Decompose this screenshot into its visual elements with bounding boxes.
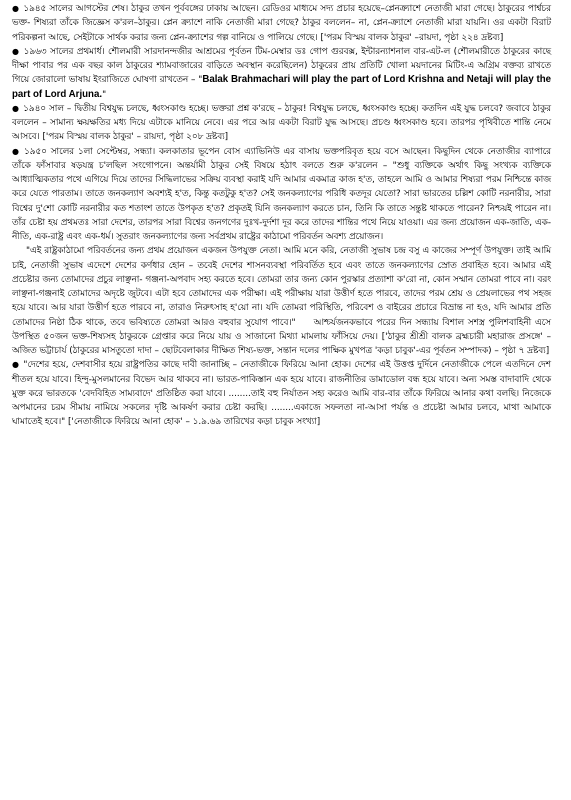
bullet-icon: ●: [12, 4, 20, 13]
paragraph-text: ১৯৪৫ সালের আগস্টের শেষ। ঠাকুর তখন পূর্ববঙ্গের ঢাকায় আছেন। রেডিওর মাধ্যমে সদ্য প্রচার হয়েছে–প্লেনক্র্যাশে নেতাজী মারা গেছে। ঠাকুরের পার্শ্বচর ভক্ত- শিষ্যরা তাঁকে জিজ্ঞেস ক'রল–ঠাকুর। প্লেন ক্র্যাশে নাকি নেতাজী মারা গেছে? ঠাকুর বললেন– না, প্লেন-ক্র্যাশে নেতাজী মারা যায়নি। ওর একটা বিরাট পরিকল্পনা আছে, সেইটাকে সার্থক করার জন্য প্লেন-ক্র্যাশের গল্প বানিয়ে ও পালিয়ে গেছে। ['পরম বিস্ময় বালক ঠাকুর' –রায়দা, পৃষ্ঠা ২২৪ দ্রষ্টব্য]: [12, 4, 551, 43]
paragraph-1963: [12, 45, 551, 102]
bullet-icon: ●: [12, 146, 21, 156]
paragraph-text: "দেশের হয়ে, দেশবাসীর হয়ে রাষ্ট্রপতির কাছে দাবী জানাচ্ছি – নেতাজীকে ফিরিয়ে আনা হোক। দেশের এই উত্তপ্ত দুর্দিনে নেতাজীকে পেলে এতদিনে দেশ শীতল হয়ে যাবে। হিন্দু-মুসলমানের বিভেদ আর থাকবে না। ভারত-পাকিস্তান এক হয়ে যাবে। রাজনীতির ডামাডোল বন্ধ হয়ে যাবে। অন্য সমস্ত বাদাবাদি থেকে মুক্ত করে ভারতকে 'বেদবিহিত সাম্যবাদে' প্রতিষ্ঠিত করা যাবে। ........তাই বহু নির্যাতন সহ্য করেও আমি বার-বার তাঁকে ফিরিয়ে আনার কথা বলছি। নিজেকে অপমানের চরম সীমায় নামিয়ে সকলের দৃষ্টি আকর্ষণ করার চেষ্টা করছি। ........একাজে সফলতা না-আসা পর্যন্ত ও প্রচেষ্টা আমার চলবে, মাথা আমাকে ঘামাতেই হবে।" ['নেতাজীকে ফিরিয়ে আনা হোক' – ১.৯.৬৯ তারিখের কড়া চাবুক সংখ্যা]: [12, 360, 551, 428]
paragraph-1945: [12, 2, 551, 45]
paragraph-text: আশ্চর্যজনকভাবে পরের দিন সন্ধ্যায় বিশাল সশস্ত্র পুলিশবাহিনী এসে উপস্থিত ৫০জন ভক্ত-শিষ্যসহ ঠাকুরকে গ্রেপ্তার করে নিয়ে যায় ও সাজানো মিথ্যা মামলায় ফাঁসিয়ে দেয়। ['ঠাকুর শ্রীশ্রী বালক ব্রহ্মচারী মহারাজ প্রসঙ্গে' – অজিত ভট্টাচার্য (ঠাকুরের মাসতুতো দাদা – ছোটবেলাকার দীক্ষিত শিষ্য-ভক্ত, সন্তান দলের পাক্ষিক মুখপত্র 'কড়া চাবুক'-এর পূর্বতন সম্পাদক) – পৃষ্ঠা ৭ দ্রষ্টব্য]: [12, 317, 551, 356]
bullet-icon: ●: [12, 46, 20, 56]
document-page: [4, 0, 559, 796]
paragraph-1969: [12, 358, 551, 429]
paragraph-text: ১৯৪০ সাল – দ্বিতীয় বিশ্বযুদ্ধ চলছে, ধ্বংসকাণ্ড হচ্ছে। ভক্তরা প্রশ্ন ক'রছে – ঠাকুর! বিশ্বযুদ্ধ চলছে, ধ্বংসকাণ্ড হচ্ছে। কতদিন এই যুদ্ধ চলবে? জবাবে ঠাকুর বললেন – সামান্য ক্ষয়ক্ষতির মধ্য দিয়ে এটাকে মানিয়ে নেবে। এর পরে আর একটা বিরাট যুদ্ধ আসছে। প্রচণ্ড ধ্বংসকাণ্ড হবে। তারপর পৃথিবীতে শান্তি নেমে আসবে। ['পরম বিস্ময় বালক ঠাকুর' – রায়দা, পৃষ্ঠা ২০৮ দ্রষ্টব্য]: [12, 103, 552, 143]
english-quote: Balak Brahmachari will play the part of Lord Krishna and Netaji will play the part of Lord Arjuna.: [12, 74, 551, 100]
bullet-icon: ●: [12, 360, 20, 370]
paragraph-text: ১৯৫০ সালের ১লা সেপ্টেম্বর, সন্ধ্যা। কলকাতার ভূপেন বোস এ্যাভিনিউ এর বাসায় ভক্তপরিবৃত হয়ে বসে আছেন। কিছুদিন থেকে নেতাজীর ব্যাপারে তাঁকে ফাঁসাবার ষড়যন্ত্র চ'লছিল সংগোপনে। অন্তর্যামী ঠাকুর সেই বিষয়ে হঠাৎ বলতে শুরু ক'রলেন – "শুধু ব্যক্তিকে অর্থাৎ কিছু সংখ্যক ব্যক্তিকে আধ্যাত্মিকতার পথে এগিয়ে দিয়ে তাদের সিদ্ধিলাভের সক্রিয় ব্যবস্থা করাই যদি আমার একমাত্র কাজ হ'ত, তাহলে আমি ও আমার শিষ্যরা পরম নিশ্চিন্তে কাজ করে যেতে পারতাম। তাতে জনকল্যাণ অবশ্যই হ'ত, কিন্তু কতটুকু হ'ত? সেই জনকল্যাণের পরিধি কতদূর যেতো? সারা ভারতের চল্লিশ কোটি নরনারীর, সারা বিশ্বের দু'শো কোটি নরনারীর কত শতাংশ তাতে উপকৃত হ'ত? প্রকৃতই যিনি জনকল্যাণ করতে চান, তিনি কি তাতে সন্তুষ্ট থাকতে পারেন? নিশ্চয়ই পারেন না। তাঁর চেষ্টা হয় প্রথমতঃ সারা দেশের, তারপর সারা বিশ্বের জনগণের দুঃখ-দুর্দশা দূর করে তাদের শান্তির পথে নিয়ে যাওয়া। এর জন্য প্রয়োজন এক-জাতি, এক-নীতি, এক-রাষ্ট্র এবং এক-ধর্ম। সুতরাং জনকল্যাণের জন্য সর্বপ্রথম রাষ্ট্রের কাঠামো পরিবর্তন অবশ্য প্রয়োজন।: [12, 146, 551, 242]
paragraph-text: "এই রাষ্ট্রকাঠামো পরিবর্তনের জন্য প্রথম প্রয়োজন একজন উপযুক্ত নেতা। আমি মনে করি, নেতাজী সুভাষ চন্দ্র বসু এ কাজের সম্পূর্ণ উপযুক্ত। তাই আমি চাই, নেতাজী সুভাষ এদেশে দেশের কর্ণধার হোন – তবেই দেশের শাসনব্যবস্থা পরিবর্তিত হবে এবং তাতে জনকল্যাণের স্রোত প্রবাহিত হবে। আমার এই প্রচেষ্টার জন্য তোমাদের প্রচুর লাঞ্ছনা- গঞ্জনা-অপবাদ সহ্য করতে হবে। তোমরা তার জন্য কোন পুরস্কার প্রত্যাশা ক'রো না, কোন সম্মান তোমরা পাবে না। বরং লাঞ্ছনা-গঞ্জনাই তোমাদের অদৃষ্টে জুটবে। এটা হবে তোমাদের এক পরীক্ষা। এই পরীক্ষায় যারা উত্তীর্ণ হতে পারবে, তাদের পরম শ্রেয় ও প্রেয়লাভের পথ সহজ হয়ে যাবে। আর যারা উত্তীর্ণ হতে পারবে না, তারাও নিরুৎসাহ হ'য়ো না। যদি তোমরা পরিস্থিতি, পরিবেশ ও বাইরের প্রচারে বিভ্রান্ত না হও, যদি আমার প্রতি তোমাদের নিষ্ঠা ঠিক থাকে, তবে ভবিষ্যতে তোমরা আরও বহুবার সুযোগ পাবে।": [12, 246, 551, 328]
paragraph-text: ১৯৬৩ সালের প্রথমার্ধ। শৌলমারী সারদানন্দজীর আশ্রমের পূর্বতন টিম-মেম্বার ডঃ গোপ গুরবক্স, ইন্টারন্যাশনাল বার-এট-ল (শৌলমারীতে ঠাকুরের কাছে দীক্ষা পাবার পর এক বছর কাল ঠাকুরের শ্যামবাজারের বাড়িতে অবস্থান করেছিলেন) ঠাকুরের প্রায় প্রতিটি খোলা ময়দানের মিটিং-এ অগ্রিম বক্তব্য রাখতে গিয়ে জোরালো ভাষায় ইংরাজিতে ঘোষণা রাখতেন – ": [12, 46, 552, 86]
paragraph-1950: [12, 145, 551, 245]
paragraph-1950-quote: [12, 244, 551, 358]
bullet-icon: ●: [12, 103, 20, 113]
quote-close: ": [102, 89, 107, 100]
paragraph-1940: [12, 102, 551, 145]
